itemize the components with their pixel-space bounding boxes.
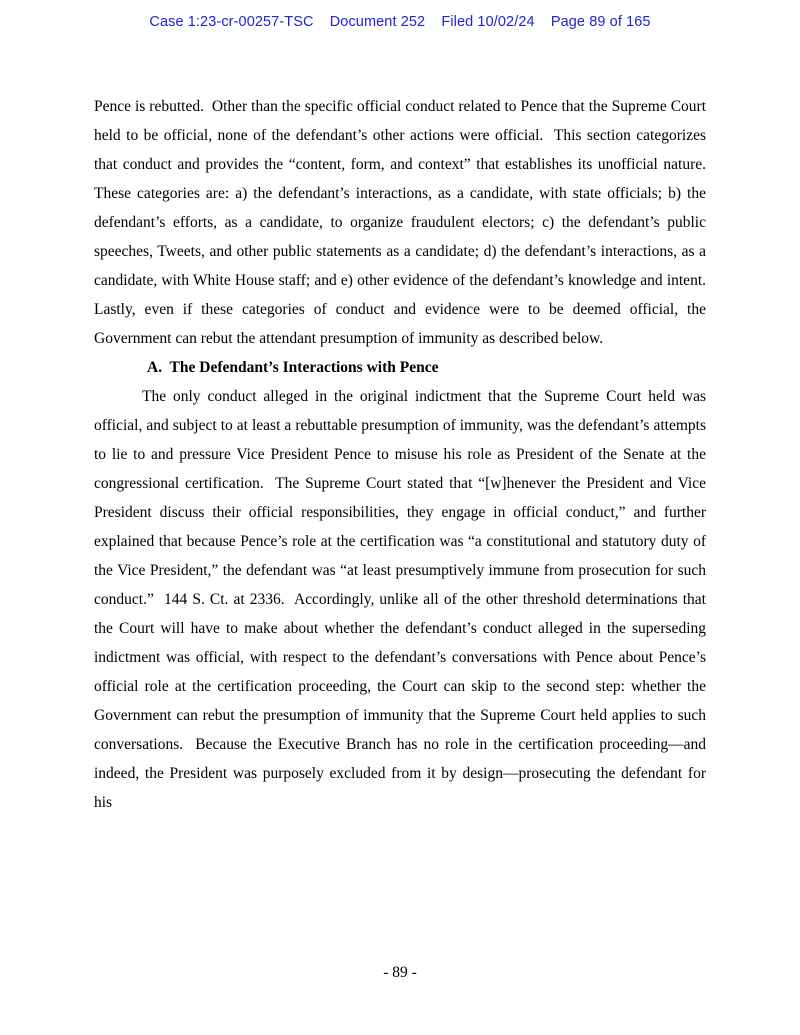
case-number: Case 1:23-cr-00257-TSC	[149, 14, 314, 30]
document-number: Document 252	[329, 14, 426, 30]
filed-date: Filed 10/02/24	[441, 14, 535, 30]
body-paragraph-2: The only conduct alleged in the original indictment that the Supreme Court held was official, and subject to at least a rebuttable presumption of immunity, was the defendant’s attempts to lie to and pressure Vice President Pence to misuse his role as President of the Senate at the congressional certification. The Supreme Court stated that “[w]henever the President and Vice President discuss their official responsibilities, they engage in official conduct,” and further explained that because Pence’s role at the certification was “a constitutional and statutory duty of the Vice President,” the defendant was “at least presumptively immune from prosecution for such conduct.” 144 S. Ct. at 2336. Accordingly, unlike all of the other threshold determinations that the Court will have to make about whether the defendant’s conduct alleged in the superseding indictment was official, with respect to the defendant’s conversations with Pence about Pence’s official role at the certification proceeding, the Court can skip to the second step: whether the Government can rebut the presumption of immunity that the Supreme Court held applies to such conversations. Because the Executive Branch has no role in the certification proceeding—and indeed, the President was purposely excluded from it by design—prosecuting the defendant for his	[94, 388, 710, 811]
section-heading-a: A. The Defendant’s Interactions with Pence	[147, 359, 439, 376]
document-body	[94, 92, 714, 817]
page-number-footer: - 89 -	[383, 964, 417, 981]
page-of-total: Page 89 of 165	[550, 14, 651, 30]
case-stamp	[0, 14, 800, 30]
body-paragraph-1: Pence is rebutted. Other than the specific official conduct related to Pence that the Supreme Court held to be official, none of the defendant’s other actions were official. This section categorizes that conduct and provides the “content, form, and context” that establishes its unofficial nature. These categories are: a) the defendant’s interactions, as a candidate, with state officials; b) the defendant’s efforts, as a candidate, to organize fraudulent electors; c) the defendant’s public speeches, Tweets, and other public statements as a candidate; d) the defendant’s interactions, as a candidate, with White House staff; and e) other evidence of the defendant’s knowledge and intent. Lastly, even if these categories of conduct and evidence were to be deemed official, the Government can rebut the attendant presumption of immunity as described below.	[94, 98, 714, 347]
